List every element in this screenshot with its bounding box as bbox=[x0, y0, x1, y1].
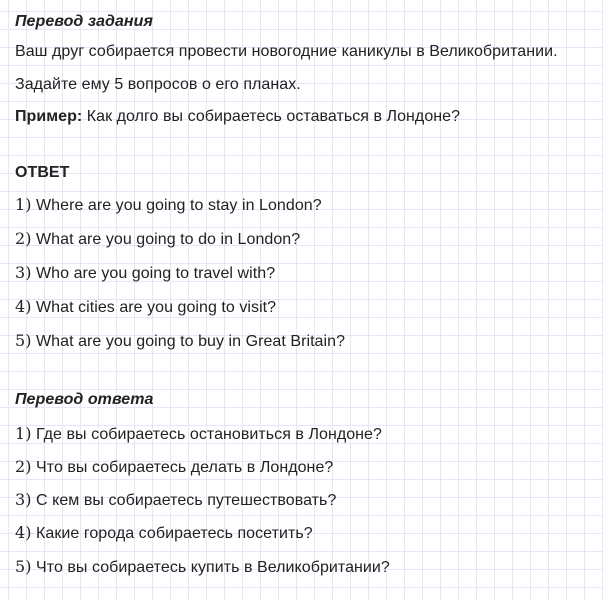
item-number: 5) bbox=[15, 331, 32, 350]
example-label: Пример: bbox=[15, 108, 83, 125]
item-text: Какие города собираетесь посетить? bbox=[31, 525, 313, 542]
item-number: 5) bbox=[15, 557, 32, 576]
answer-item bbox=[15, 331, 345, 352]
answer-item bbox=[15, 297, 276, 318]
example-text: Как долго вы собираетесь оставаться в Лондоне? bbox=[82, 108, 461, 125]
item-number: 1) bbox=[15, 195, 32, 214]
translation-item bbox=[15, 557, 390, 578]
item-number: 3) bbox=[15, 263, 32, 282]
item-text: Что вы собираетесь делать в Лондоне? bbox=[31, 459, 334, 476]
translation-item bbox=[15, 490, 336, 511]
item-number: 4) bbox=[15, 297, 32, 316]
item-number: 2) bbox=[15, 229, 32, 248]
item-text: Что вы собираетесь купить в Великобритании? bbox=[31, 559, 390, 576]
answer-item bbox=[15, 229, 300, 250]
answer-heading: ОТВЕТ bbox=[15, 164, 70, 181]
item-number: 1) bbox=[15, 424, 32, 443]
task-example bbox=[15, 107, 460, 127]
item-number: 3) bbox=[15, 490, 32, 509]
answer-item bbox=[15, 195, 322, 216]
item-text: С кем вы собираетесь путешествовать? bbox=[31, 492, 337, 509]
item-text: What are you going to buy in Great Britain? bbox=[31, 333, 346, 350]
answer-item bbox=[15, 263, 275, 284]
item-text: Who are you going to travel with? bbox=[31, 265, 276, 282]
task-line-2-text: Задайте ему 5 вопросов о его планах. bbox=[15, 76, 301, 93]
item-text: What are you going to do in London? bbox=[31, 231, 301, 248]
translation-item bbox=[15, 457, 333, 478]
task-line-2 bbox=[15, 75, 301, 95]
item-text: What cities are you going to visit? bbox=[31, 299, 277, 316]
item-number: 2) bbox=[15, 457, 32, 476]
task-line-1: Ваш друг собирается провести новогодние каникулы в Великобритании. bbox=[15, 43, 558, 60]
item-text: Где вы собираетесь остановиться в Лондоне? bbox=[31, 426, 382, 443]
translation-heading: Перевод ответа bbox=[15, 391, 154, 408]
translation-item bbox=[15, 424, 382, 445]
translation-item bbox=[15, 523, 313, 544]
item-text: Where are you going to stay in London? bbox=[31, 197, 322, 214]
task-translation-heading: Перевод задания bbox=[15, 13, 153, 30]
item-number: 4) bbox=[15, 523, 32, 542]
